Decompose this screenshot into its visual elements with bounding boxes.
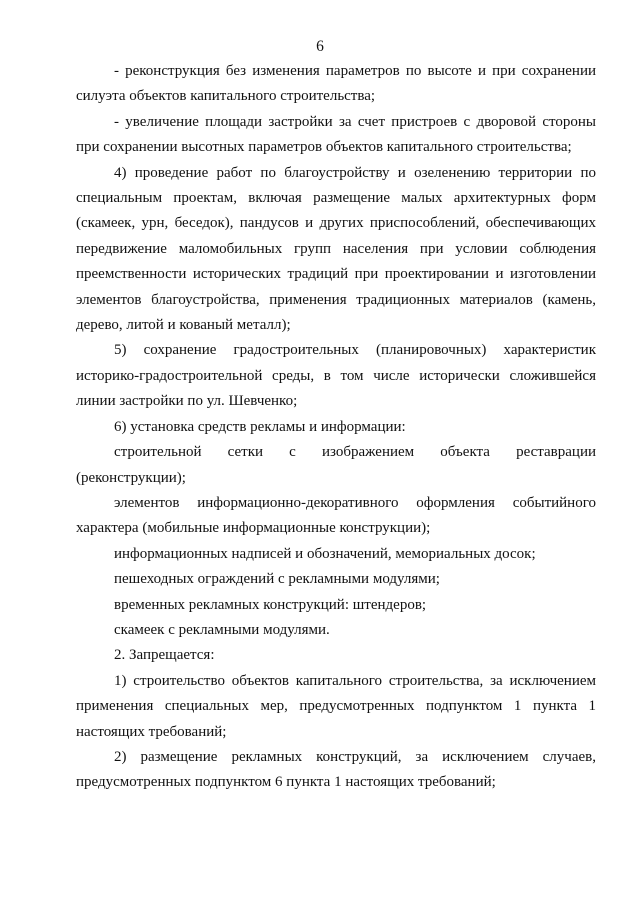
paragraph-item-4-landscaping: 4) проведение работ по благоустройству и озеленению территории по специальным проектам, включая размещение малых архитектурных форм (скамеек, урн, беседок), пандусов и других приспособлений, обеспечивающих передвижение маломобильных групп населения при условии соблюдения преемственности исторических традиций при проектировании и изготовлении элементов благоустройства, применения традиционных материалов (камень, дерево, литой и кованый металл); — [76, 164, 596, 334]
paragraph-prohibited-construction: 1) строительство объектов капитального строительства, за исключением применения специальных мер, предусмотренных подпунктом 1 пункта 1 настоящих требований; — [76, 672, 596, 740]
paragraph-item-6-advertising: 6) установка средств рекламы и информации: — [114, 418, 406, 435]
paragraph-temporary-stands: временных рекламных конструкций: штендеров; — [114, 596, 427, 613]
document-body — [76, 59, 596, 796]
paragraph-decorative-elements: элементов информационно-декоративного оформления событийного характера (мобильные информационные конструкции); — [76, 494, 596, 537]
section-heading-prohibited: 2. Запрещается: — [114, 647, 215, 664]
paragraph-construction-mesh: строительной сетки с изображением объекта реставрации (реконструкции); — [76, 444, 596, 486]
page-number: 6 — [316, 38, 324, 55]
paragraph-item-5-urban-characteristics: 5) сохранение градостроительных (планировочных) характеристик историко-градостроительной среды, в том числе исторически сложившейся линии застройки по ул. Шевченко; — [76, 342, 596, 410]
paragraph-info-signs: информационных надписей и обозначений, мемориальных досок; — [114, 545, 536, 562]
paragraph-reconstruction-height: - реконструкция без изменения параметров по высоте и при сохранении силуэта объектов капитального строительства; — [76, 63, 596, 105]
paragraph-pedestrian-fences: пешеходных ограждений с рекламными модулями; — [114, 571, 440, 588]
paragraph-prohibited-advertising: 2) размещение рекламных конструкций, за исключением случаев, предусмотренных подпунктом 6 пункта 1 настоящих требований; — [76, 748, 596, 791]
paragraph-benches: скамеек с рекламными модулями. — [114, 621, 330, 638]
paragraph-extension-courtyard: - увеличение площади застройки за счет пристроев с дворовой стороны при сохранении высотных параметров объектов капитального строительства; — [76, 113, 596, 156]
